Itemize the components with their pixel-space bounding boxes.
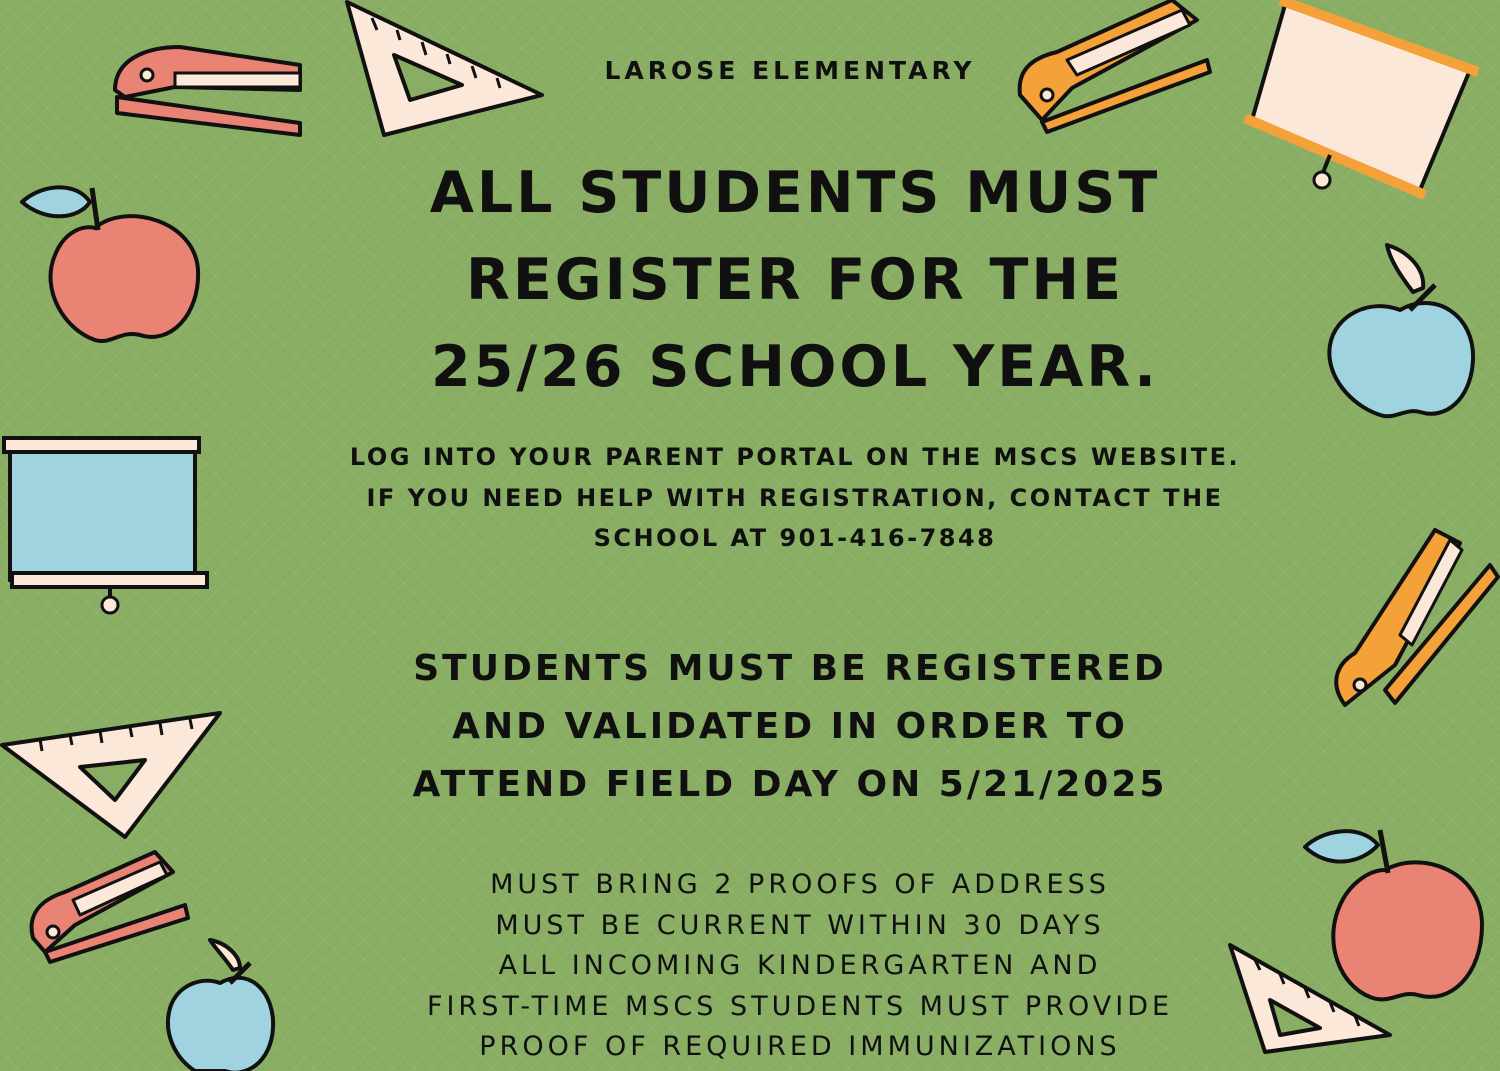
requirement-item: PROOF OF REQUIRED IMMUNIZATIONS xyxy=(479,1031,1121,1062)
stapler-icon xyxy=(1330,525,1500,715)
page-title xyxy=(290,150,1300,411)
field-day-line: ATTEND FIELD DAY ON 5/21/2025 xyxy=(412,764,1168,805)
field-day-notice xyxy=(340,640,1240,814)
headline-line: REGISTER FOR THE xyxy=(465,247,1125,313)
apple-icon xyxy=(20,180,205,345)
headline-line: ALL STUDENTS MUST xyxy=(429,160,1161,226)
requirement-item: FIRST-TIME MSCS STUDENTS MUST PROVIDE xyxy=(426,990,1174,1022)
whiteboard-icon xyxy=(2,430,207,615)
apple-icon xyxy=(1325,240,1480,425)
stapler-icon xyxy=(105,35,315,145)
requirement-item: ALL INCOMING KINDERGARTEN AND xyxy=(498,950,1102,981)
requirement-item: MUST BRING 2 PROOFS OF ADDRESS xyxy=(490,869,1110,900)
registration-instructions: LOG INTO YOUR PARENT PORTAL ON THE MSCS WEBSITE. IF YOU NEED HELP WITH REGISTRATION, CONTACT THE SCHOOL AT 901-416-7848 xyxy=(349,443,1241,552)
set-square-icon xyxy=(0,705,225,840)
set-square-icon xyxy=(1225,940,1395,1060)
field-day-line: AND VALIDATED IN ORDER TO xyxy=(452,706,1128,747)
headline-line: 25/26 SCHOOL YEAR. xyxy=(431,334,1159,400)
requirement-item: MUST BE CURRENT WITHIN 30 DAYS xyxy=(495,909,1105,941)
school-name: LAROSE ELEMENTARY xyxy=(604,56,976,85)
field-day-line: STUDENTS MUST BE REGISTERED xyxy=(413,648,1167,689)
apple-icon xyxy=(165,938,275,1071)
requirements-list xyxy=(350,865,1250,1068)
